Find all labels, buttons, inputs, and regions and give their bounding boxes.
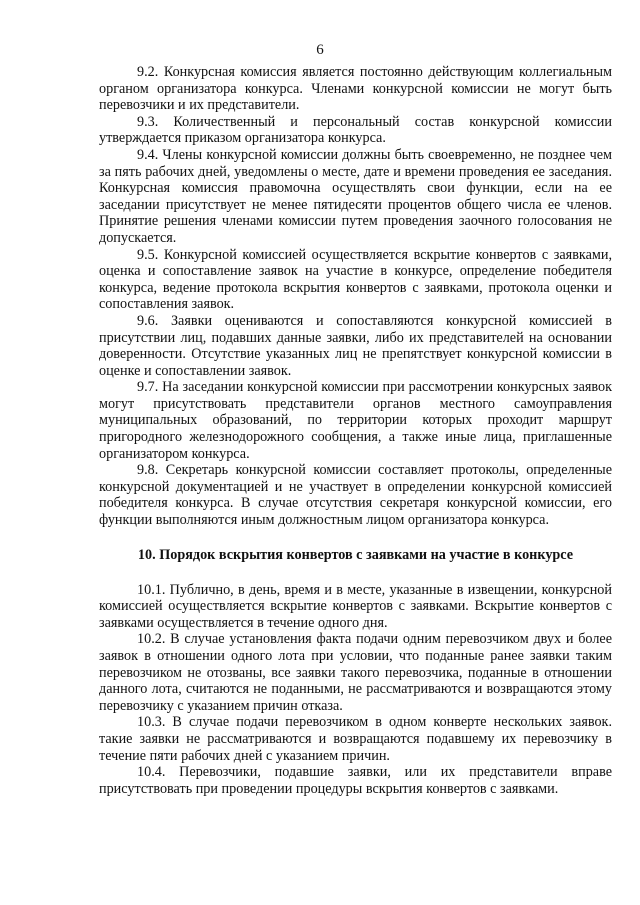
paragraph-10-4: 10.4. Перевозчики, подавшие заявки, или их представители вправе присутствовать при проведении процедуры вскрытия конвертов с заявками. xyxy=(99,764,612,797)
paragraph-10-1: 10.1. Публично, в день, время и в месте, указанные в извещении, конкурсной комиссией осуществляется вскрытие конвертов с заявками. Вскрытие конвертов с заявками осуществляется в течение одного дня. xyxy=(99,581,612,631)
paragraph-9-7: 9.7. На заседании конкурсной комиссии при рассмотрении конкурсных заявок могут присутствовать представители органов местного самоуправления муниципальных образований, по территории которых проходит маршрут пригородного железнодорожного сообщения, а также иные лица, приглашенные организатором конкурса. xyxy=(99,379,612,462)
paragraph-9-4: 9.4. Члены конкурсной комиссии должны быть своевременно, не позднее чем за пять рабочих дней, уведомлены о месте, дате и времени проведения ее заседания. Конкурсная комиссия правомочна осуществлять свои функции, если на ее заседании присутствует не менее пятидесяти процентов общего числа ее членов. Принятие решения членами комиссии путем проведения заочного голосования не допускается. xyxy=(99,146,612,246)
document-body xyxy=(99,64,612,797)
paragraph-10-2: 10.2. В случае установления факта подачи одним перевозчиком двух и более заявок в отношении одного лота при условии, что поданные ранее заявки таким перевозчиком не отозваны, все заявки такого перевозчика, поданные в отношении данного лота, считаются не поданными, не рассматриваются и возвращаются этому перевозчику с указанием причин отказа. xyxy=(99,631,612,714)
section-10-heading: 10. Порядок вскрытия конвертов с заявками на участие в конкурсе xyxy=(137,546,574,563)
section-spacer xyxy=(99,564,612,582)
paragraph-9-8: 9.8. Секретарь конкурсной комиссии составляет протоколы, определенные конкурсной документацией и не участвует в определении конкурсной комиссией победителя конкурса. В случае отсутствия секретаря конкурсной комиссии, его функции выполняются иным должностным лицом организатора конкурса. xyxy=(99,462,612,529)
paragraph-9-6: 9.6. Заявки оцениваются и сопоставляются конкурсной комиссией в присутствии лиц, подавших данные заявки, либо их представителей на основании доверенности. Отсутствие указанных лиц не препятствует конкурсной комиссии в оценке и сопоставлении заявок. xyxy=(99,312,612,379)
section-spacer xyxy=(99,529,612,547)
page-number: 6 xyxy=(316,42,324,58)
paragraph-9-5: 9.5. Конкурсной комиссией осуществляется вскрытие конвертов с заявками, оценка и сопоставление заявок на участие в конкурсе, определение победителя конкурса, ведение протокола вскрытия конвертов с заявками, протокола оценки и сопоставления заявок. xyxy=(99,246,612,313)
paragraph-9-3: 9.3. Количественный и персональный состав конкурсной комиссии утверждается приказом организатора конкурса. xyxy=(99,113,612,147)
paragraph-9-2: 9.2. Конкурсная комиссия является постоянно действующим коллегиальным органом организатора конкурса. Членами конкурсной комиссии не могут быть перевозчики и их представители. xyxy=(99,64,612,114)
paragraph-10-3: 10.3. В случае подачи перевозчиком в одном конверте нескольких заявок. такие заявки не рассматриваются и возвращаются подавшему их перевозчику в течение пяти рабочих дней с указанием причин. xyxy=(99,714,612,764)
